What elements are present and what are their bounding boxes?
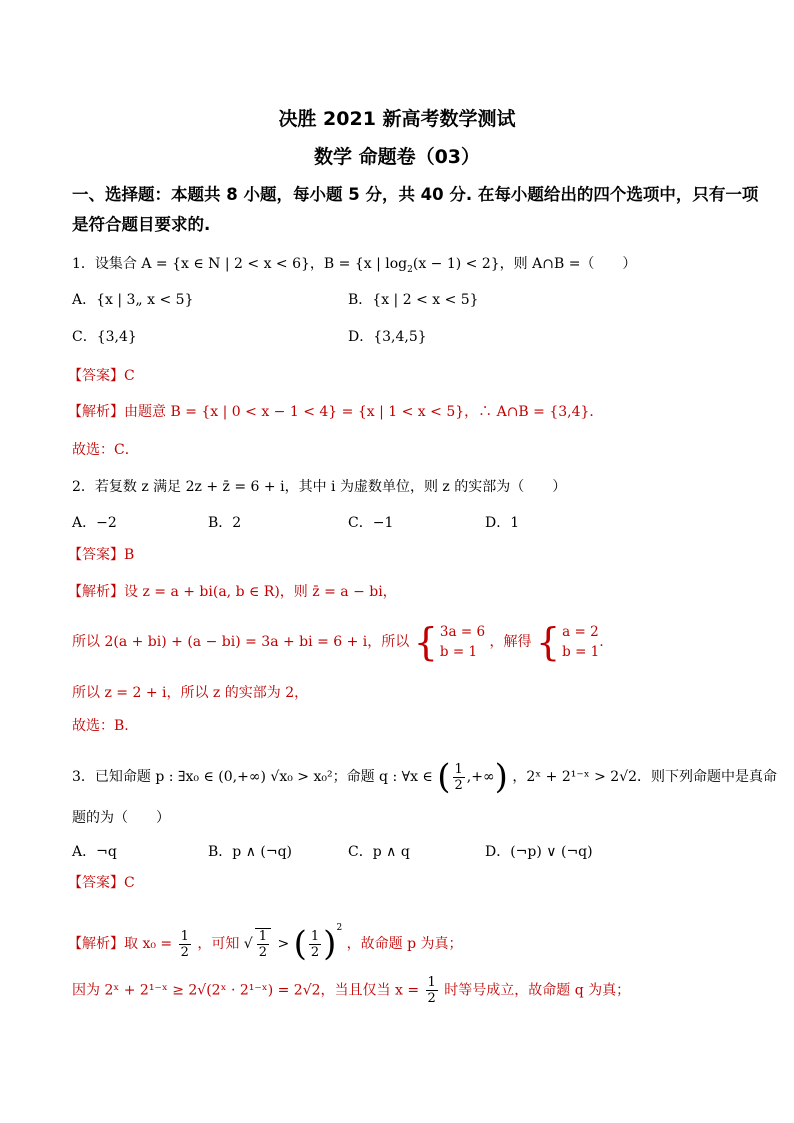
q2-answer-value: B [124, 547, 135, 563]
q3-analysis-text1b: ，可知 [197, 936, 240, 952]
q3-analysis-text1d: ，故命题 p 为真； [346, 936, 463, 952]
q3-analysis-text1a: 取 x₀ = [124, 936, 173, 952]
q1-answer-tag: 【答案】 [68, 368, 124, 384]
section-heading-line2: 是符合题目要求的. [72, 215, 211, 234]
q2-answer [68, 545, 134, 565]
q2-analysis-line3: 所以 z = 2 + i，所以 z 的实部为 2， [72, 685, 309, 701]
brace-symbol: { [535, 620, 561, 664]
q2-analysis-text2b: ，解得 [489, 634, 532, 650]
left-paren-symbol: ( [293, 924, 307, 964]
q2-system-1-row2: b = 1 [439, 644, 478, 660]
q3-option-c: C．p ∧ q [348, 844, 410, 860]
q2-system-2-row1: a = 2 [562, 624, 599, 640]
q2-system-1-row1: 3a = 6 [439, 624, 486, 640]
fraction-denominator: 2 [427, 991, 436, 1006]
q3-option-a: A．¬q [72, 844, 117, 860]
fraction-denominator: 2 [310, 944, 320, 960]
q2-stem: 2．若复数 z 满足 2z + z̄ = 6 + i，其中 i 为虚数单位，则 z 的实部为（ ） [72, 479, 567, 495]
q3-stem-part-b: ,+∞ [466, 769, 495, 785]
q3-stem-part-c: ，2ˣ + 2¹⁻ˣ > 2√2．则下列命题中是真命 [512, 769, 778, 785]
q3-analysis-text1c: > [277, 936, 290, 952]
q2-analysis-tag: 【解析】 [68, 584, 124, 600]
right-paren-symbol: ) [323, 924, 337, 964]
q1-option-c: C．{3,4} [72, 329, 137, 345]
q3-analysis-sqrt-fraction [255, 928, 271, 960]
fraction-numerator: 1 [310, 928, 320, 944]
q2-choose: 故选：B. [72, 718, 129, 734]
q3-stem-part-a: 3．已知命题 p : ∃x₀ ∈ (0,+∞) √x₀ > x₀²；命题 q : ∀x ∈ [72, 769, 433, 785]
q2-analysis-text2a: 所以 2(a + bi) + (a − bi) = 3a + bi = 6 + i，所以 [72, 634, 410, 650]
brace-symbol: { [413, 620, 438, 664]
q3-analysis-fraction1 [179, 929, 191, 960]
q2-system-2-row2: b = 1 [562, 644, 600, 660]
q3-stem-line2: 题的为（ ） [72, 810, 170, 826]
section-heading-line1: 一、选择题：本题共 8 小题，每小题 5 分，共 40 分. 在每小题给出的四个选项中，只有一项 [72, 185, 759, 204]
q3-stem-line1 [72, 757, 778, 797]
q1-analysis-tag: 【解析】 [68, 404, 124, 420]
q2-analysis-line1 [68, 582, 397, 602]
q1-choose: 故选：C． [72, 442, 139, 458]
q3-analysis-text2a: 因为 2ˣ + 2¹⁻ˣ ≥ 2√(2ˣ · 2¹⁻ˣ) = 2√2，当且仅当 x = [72, 982, 420, 999]
q3-option-b: B．p ∧ (¬q) [208, 844, 293, 860]
fraction-numerator: 1 [258, 929, 267, 944]
q2-answer-tag: 【答案】 [68, 547, 124, 563]
fraction-denominator: 2 [454, 777, 463, 793]
q3-analysis-line1 [68, 918, 463, 964]
fraction-denominator: 2 [180, 944, 189, 960]
q1-option-b: B．{x | 2 < x < 5} [348, 292, 479, 308]
q2-system-1 [414, 622, 485, 662]
q1-answer [68, 366, 135, 386]
q3-stem-fraction [453, 762, 465, 793]
q3-answer [68, 873, 135, 893]
q3-analysis-fraction3 [426, 975, 438, 1006]
q1-option-a: A．{x | 3„ x < 5} [72, 292, 194, 308]
q3-analysis-fraction2 [309, 929, 321, 960]
q1-analysis [68, 402, 603, 422]
q1-option-d: D．{3,4,5} [348, 329, 427, 345]
q1-answer-value: C [124, 368, 135, 384]
fraction-numerator: 1 [180, 928, 189, 944]
q2-option-c: C．−1 [348, 515, 394, 531]
fraction-numerator: 1 [454, 761, 463, 777]
q2-analysis-text1: 设 z = a + bi(a, b ∈ R)，则 z̄ = a − bi， [124, 584, 397, 600]
fraction-denominator: 2 [258, 945, 267, 960]
left-paren-symbol: ( [437, 757, 451, 797]
q3-analysis-text2b: 时等号成立，故命题 q 为真； [444, 982, 631, 999]
page-subtitle: 数学 命题卷（03） [313, 146, 481, 168]
q3-analysis-tag: 【解析】 [68, 936, 124, 952]
right-paren-symbol: ) [494, 757, 508, 797]
q2-system-2 [536, 622, 599, 662]
q2-option-a: A．−2 [72, 515, 117, 531]
q1-analysis-text: 由题意 B = {x | 0 < x − 1 < 4} = {x | 1 < x < 5}，∴ A∩B = {3,4}． [124, 404, 604, 420]
q2-analysis-text2c: . [599, 634, 604, 650]
sqrt-symbol: √ [243, 936, 253, 952]
q3-answer-value: C [124, 875, 135, 891]
q2-option-d: D．1 [485, 515, 520, 531]
q1-stem-part-a: 1．设集合 A = {x ∈ N | 2 < x < 6}，B = {x | log [72, 256, 408, 272]
q3-option-d: D．(¬p) ∨ (¬q) [485, 844, 593, 860]
q3-answer-tag: 【答案】 [68, 875, 124, 891]
fraction-numerator: 1 [427, 975, 436, 990]
square-exponent-icon: 2 [336, 923, 343, 933]
page-title: 决胜 2021 新高考数学测试 [278, 108, 516, 130]
q1-stem [72, 254, 636, 280]
q3-analysis-line2 [72, 975, 630, 1006]
q2-option-b: B．2 [208, 515, 242, 531]
q1-stem-log-base: 2 [407, 264, 413, 275]
q1-stem-part-c: (x − 1) < 2}，则 A∩B =（ ） [412, 256, 637, 272]
q2-analysis-line2 [72, 622, 604, 662]
